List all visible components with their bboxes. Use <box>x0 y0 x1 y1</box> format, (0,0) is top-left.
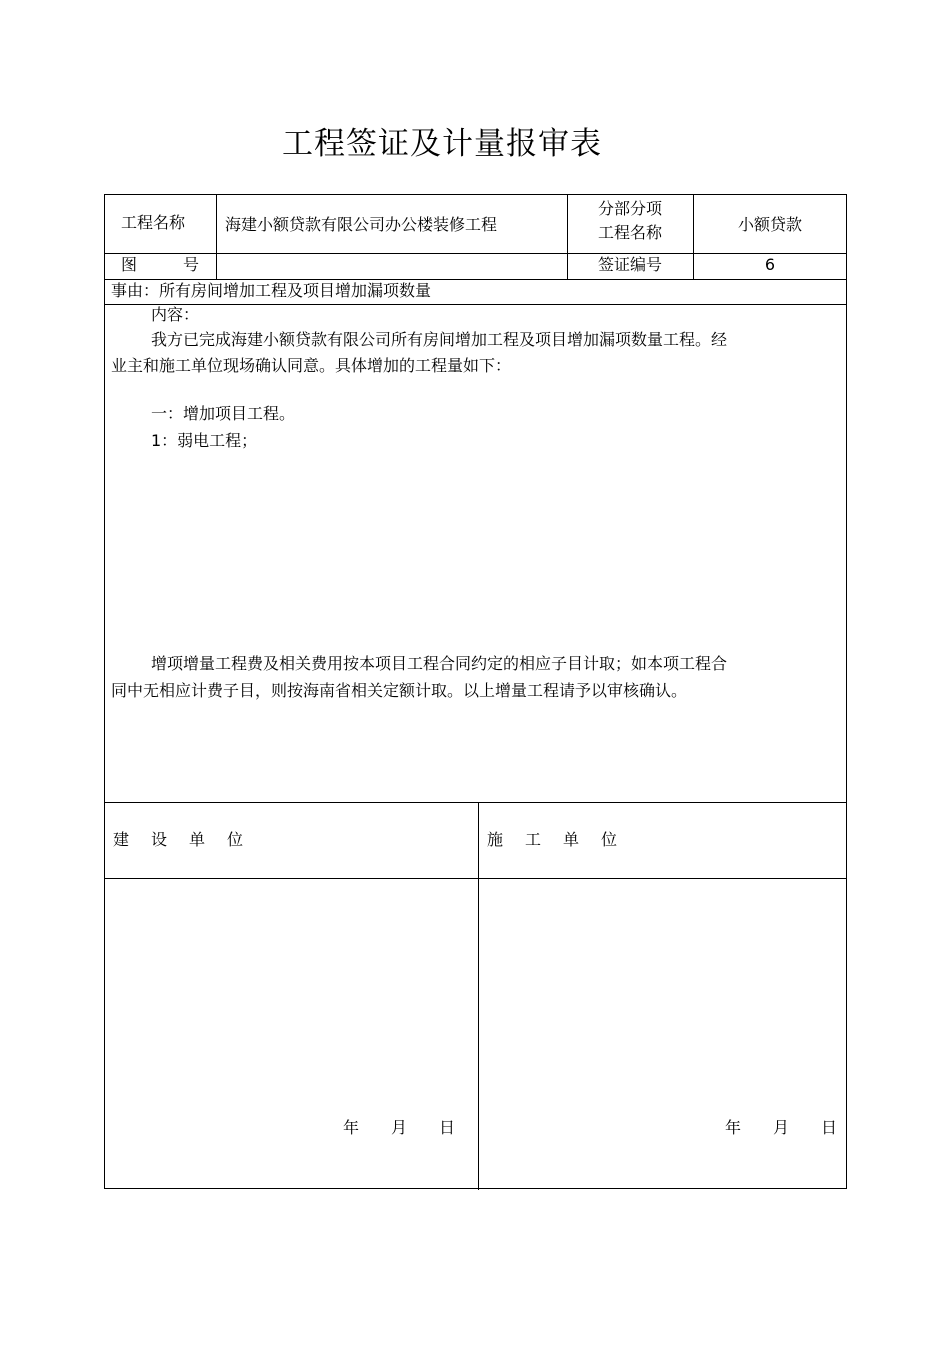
drawing-no-label-char: 号 <box>183 255 200 274</box>
contractor-unit-char: 工 <box>525 830 542 849</box>
divider <box>105 878 847 879</box>
owner-unit-char: 单 <box>189 830 206 849</box>
content-paragraph1-line1: 我方已完成海建小额贷款有限公司所有房间增加工程及项目增加漏项数量工程。经 <box>151 330 728 349</box>
contractor-unit-char: 位 <box>601 830 618 849</box>
content-item-heading: 一：增加项目工程。 <box>151 404 296 423</box>
sub-project-label-line1: 分部分项 <box>597 199 662 218</box>
date-day-char: 日 <box>439 1118 456 1137</box>
date-month-char: 月 <box>391 1118 408 1137</box>
contractor-unit-char: 施 <box>487 830 504 849</box>
divider <box>478 802 479 1190</box>
owner-unit-label <box>113 827 313 853</box>
drawing-no-label <box>121 253 211 277</box>
sub-project-label-line2: 工程名称 <box>597 223 662 242</box>
contractor-unit-char: 单 <box>563 830 580 849</box>
content-paragraph2-line1: 增项增量工程费及相关费用按本项目工程合同约定的相应子目计取；如本项工程合 <box>151 654 728 673</box>
contractor-date <box>725 1115 845 1141</box>
date-day-char: 日 <box>821 1118 838 1137</box>
project-name-value: 海建小额贷款有限公司办公楼装修工程 <box>225 215 498 234</box>
sub-project-value: 小额贷款 <box>737 215 802 234</box>
visa-no-value: 6 <box>764 255 776 274</box>
content-label: 内容： <box>151 305 200 324</box>
divider <box>216 195 217 279</box>
contractor-unit-label <box>487 827 687 853</box>
content-paragraph2-line2: 同中无相应计费子目，则按海南省相关定额计取。以上增量工程请予以审核确认。 <box>111 681 688 700</box>
visa-no-label: 签证编号 <box>597 255 662 274</box>
visa-form-table <box>104 194 847 1189</box>
reason-text: 事由：所有房间增加工程及项目增加漏项数量 <box>111 281 432 300</box>
owner-unit-char: 设 <box>151 830 168 849</box>
drawing-no-value <box>225 253 565 277</box>
drawing-no-label-char: 图 <box>121 255 138 274</box>
date-month-char: 月 <box>773 1118 790 1137</box>
document-title: 工程签证及计量报审表 <box>282 126 602 162</box>
sub-project-label <box>567 197 693 247</box>
owner-unit-char: 位 <box>227 830 244 849</box>
divider <box>105 304 847 305</box>
owner-date <box>343 1115 473 1141</box>
owner-unit-char: 建 <box>113 830 130 849</box>
divider <box>105 802 847 803</box>
project-name-label: 工程名称 <box>121 213 186 232</box>
date-year-char: 年 <box>343 1118 360 1137</box>
content-item-1: 1：弱电工程； <box>151 431 258 450</box>
date-year-char: 年 <box>725 1118 742 1137</box>
content-paragraph1-line2: 业主和施工单位现场确认同意。具体增加的工程量如下： <box>111 356 512 375</box>
